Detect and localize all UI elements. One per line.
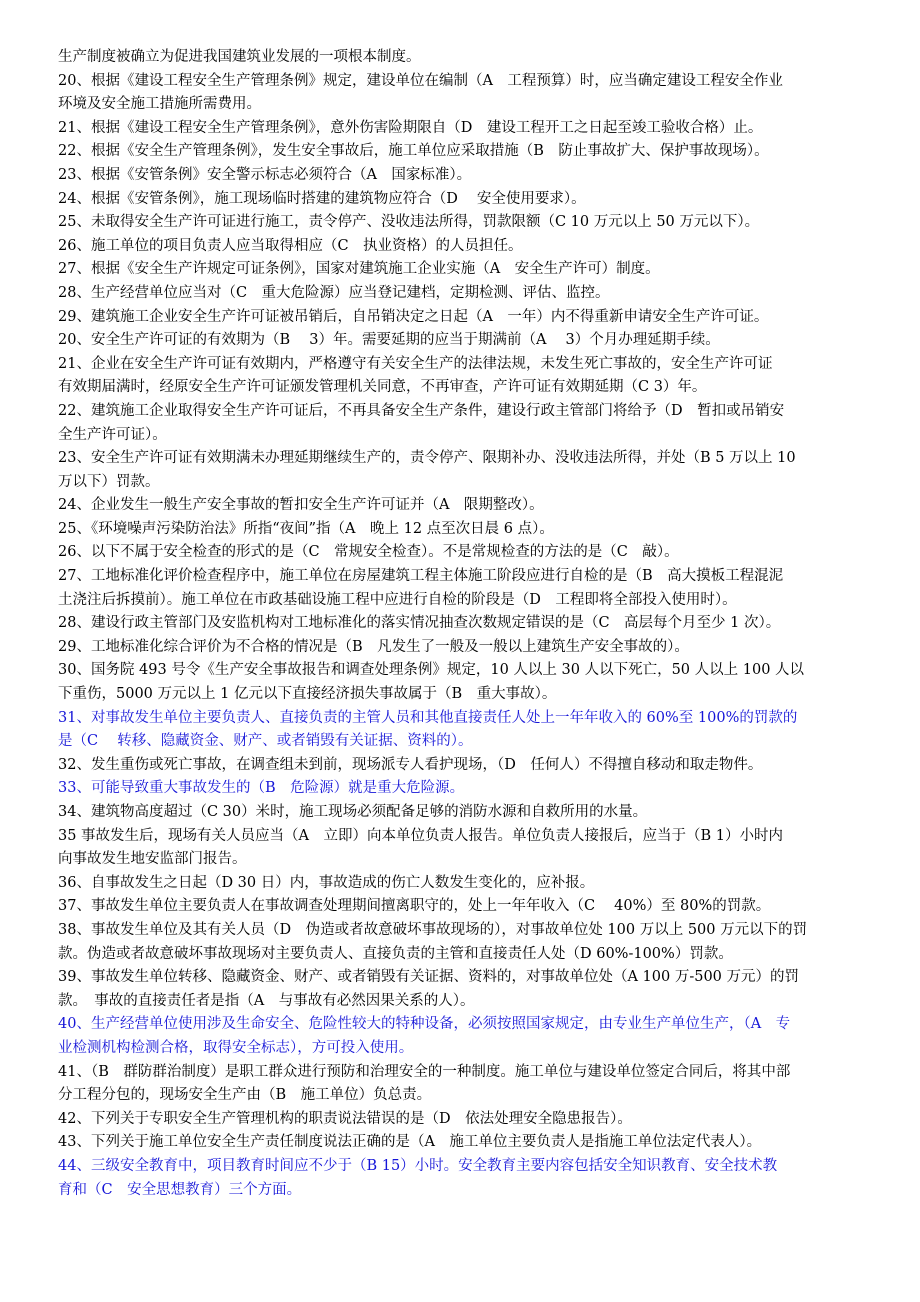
text-line: 是（C 转移、隐藏资金、财产、或者销毁有关证据、资料的）。 <box>58 733 473 750</box>
text-line: 22、根据《安全生产管理条例》，发生安全事故后，施工单位应采取措施（B 防止事故扩大、保护事故现场）。 <box>58 143 769 160</box>
text-line: 25、未取得安全生产许可证进行施工，责令停产、没收违法所得，罚款限额（C 10 万元以上 50 万元以下）。 <box>58 214 760 231</box>
text-line: 业检测机构检测合格，取得安全标志），方可投入使用。 <box>58 1039 414 1056</box>
text-line: 40、生产经营单位使用涉及生命安全、危险性较大的特种设备，必须按照国家规定，由专业生产单位生产，（A 专 <box>58 1016 791 1033</box>
text-line: 土浇注后拆摸前）。施工单位在市政基础设施工程中应进行自检的阶段是（D 工程即将全部投入使用时）。 <box>58 591 737 608</box>
text-line: 38、事故发生单位及其有关人员（D 伪造或者故意破坏事故现场的），对事故单位处 100 万以上 500 万元以下的罚 <box>58 921 808 938</box>
text-line: 31、对事故发生单位主要负责人、直接负责的主管人员和其他直接责任人处上一年年收入的 60%至 100%的罚款的 <box>58 709 798 726</box>
text-line: 26、以下不属于安全检查的形式的是（C 常规安全检查）。不是常规检查的方法的是（C 敲）。 <box>58 544 679 561</box>
text-line: 35 事故发生后，现场有关人员应当（A 立即）向本单位负责人报告。单位负责人接报后，应当于（B 1）小时内 <box>58 827 784 844</box>
text-line: 万以下）罚款。 <box>58 473 160 490</box>
text-line: 27、工地标准化评价检查程序中，施工单位在房屋建筑工程主体施工阶段应进行自检的是（B 高大摸板工程混泥 <box>58 568 784 585</box>
text-line: 有效期届满时，经原安全生产许可证颁发管理机关同意，不再审查，产许可证有效期延期（C 3）年。 <box>58 379 707 396</box>
text-line: 37、事故发生单位主要负责人在事故调查处理期间擅离职守的，处上一年年收入（C 40%）至 80%的罚款。 <box>58 898 771 915</box>
text-line: 下重伤，5000 万元以上 1 亿元以下直接经济损失事故属于（B 重大事故）。 <box>58 686 557 703</box>
text-line: 30、国务院 493 号令《生产安全事故报告和调查处理条例》规定，10 人以上 30 人以下死亡，50 人以上 100 人以 <box>58 662 805 679</box>
text-line: 44、三级安全教育中，项目教育时间应不少于（B 15）小时。安全教育主要内容包括安全知识教育、安全技术教 <box>58 1157 778 1174</box>
text-line: 27、根据《安全生产许规定可证条例》，国家对建筑施工企业实施（A 安全生产许可）制度。 <box>58 261 660 278</box>
text-line: 28、生产经营单位应当对（C 重大危险源）应当登记建档，定期检测、评估、监控。 <box>58 284 610 301</box>
text-line: 36、自事故发生之日起（D 30 日）内，事故造成的伤亡人数发生变化的，应补报。 <box>58 874 595 891</box>
text-line: 41、（B 群防群治制度）是职工群众进行预防和治理安全的一种制度。施工单位与建设单位签定合同后，将其中部 <box>58 1063 791 1080</box>
text-line: 分工程分包的，现场安全生产由（B 施工单位）负总责。 <box>58 1087 432 1104</box>
text-line: 环境及安全施工措施所需费用。 <box>58 96 261 113</box>
text-line: 23、根据《安管条例》安全警示标志必须符合（A 国家标准）。 <box>58 166 472 183</box>
text-line: 20、根据《建设工程安全生产管理条例》规定，建设单位在编制（A 工程预算）时，应当确定建设工程安全作业 <box>58 72 783 89</box>
text-line: 42、下列关于专职安全生产管理机构的职责说法错误的是（D 依法处理安全隐患报告）。 <box>58 1110 632 1127</box>
text-line: 32、发生重伤或死亡事故，在调查组未到前，现场派专人看护现场，（D 任何人）不得擅自移动和取走物件。 <box>58 756 763 773</box>
text-line: 款。伪造或者故意破坏事故现场对主要负责人、直接负责的主管和直接责任人处（D 60%-100%）罚款。 <box>58 945 733 962</box>
text-line: 20、安全生产许可证的有效期为（B 3）年。需要延期的应当于期满前（A 3）个月办理延期手续。 <box>58 332 720 349</box>
text-line: 21、企业在安全生产许可证有效期内，严格遵守有关安全生产的法律法规，未发生死亡事故的，安全生产许可证 <box>58 355 773 372</box>
text-line: 款。 事故的直接责任者是指（A 与事故有必然因果关系的人）。 <box>58 992 475 1009</box>
text-line: 向事故发生地安监部门报告。 <box>58 851 247 868</box>
text-line: 29、工地标准化综合评价为不合格的情况是（B 凡发生了一般及一般以上建筑生产安全事故的）。 <box>58 638 689 655</box>
text-line: 25、《环境噪声污染防治法》所指“夜间”指（A 晚上 12 点至次日晨 6 点）。 <box>58 520 554 537</box>
text-line: 43、下列关于施工单位安全生产责任制度说法正确的是（A 施工单位主要负责人是指施工单位法定代表人）。 <box>58 1134 762 1151</box>
text-line: 33、可能导致重大事故发生的（B 危险源）就是重大危险源。 <box>58 780 465 797</box>
text-line: 24、根据《安管条例》，施工现场临时搭建的建筑物应符合（D 安全使用要求）。 <box>58 190 586 207</box>
text-line: 全生产许可证）。 <box>58 426 167 443</box>
text-line: 24、企业发生一般生产安全事故的暂扣安全生产许可证并（A 限期整改）。 <box>58 497 544 514</box>
text-line: 26、施工单位的项目负责人应当取得相应（C 执业资格）的人员担任。 <box>58 237 523 254</box>
text-line: 23、安全生产许可证有效期满未办理延期继续生产的，责令停产、限期补办、没收违法所得，并处（B 5 万以上 10 <box>58 450 796 467</box>
text-line: 22、建筑施工企业取得安全生产许可证后，不再具备安全生产条件，建设行政主管部门将给予（D 暂扣或吊销安 <box>58 402 785 419</box>
text-line: 29、建筑施工企业安全生产许可证被吊销后，自吊销决定之日起（A 一年）内不得重新申请安全生产许可证。 <box>58 308 769 325</box>
text-line: 育和（C 安全思想教育）三个方面。 <box>58 1181 302 1198</box>
text-line: 28、建设行政主管部门及安监机构对工地标准化的落实情况抽查次数规定错误的是（C 高层每个月至少 1 次）。 <box>58 615 781 632</box>
text-line: 34、建筑物高度超过（C 30）米时，施工现场必须配备足够的消防水源和自救所用的水量。 <box>58 804 648 820</box>
text-line: 21、根据《建设工程安全生产管理条例》，意外伤害险期限自（D 建设工程开工之日起至竣工验收合格）止。 <box>58 119 763 136</box>
text-line: 39、事故发生单位转移、隐藏资金、财产、或者销毁有关证据、资料的，对事故单位处（A 100 万-500 万元）的罚 <box>58 969 799 986</box>
text-line: 生产制度被确立为促进我国建筑业发展的一项根本制度。 <box>58 49 421 65</box>
